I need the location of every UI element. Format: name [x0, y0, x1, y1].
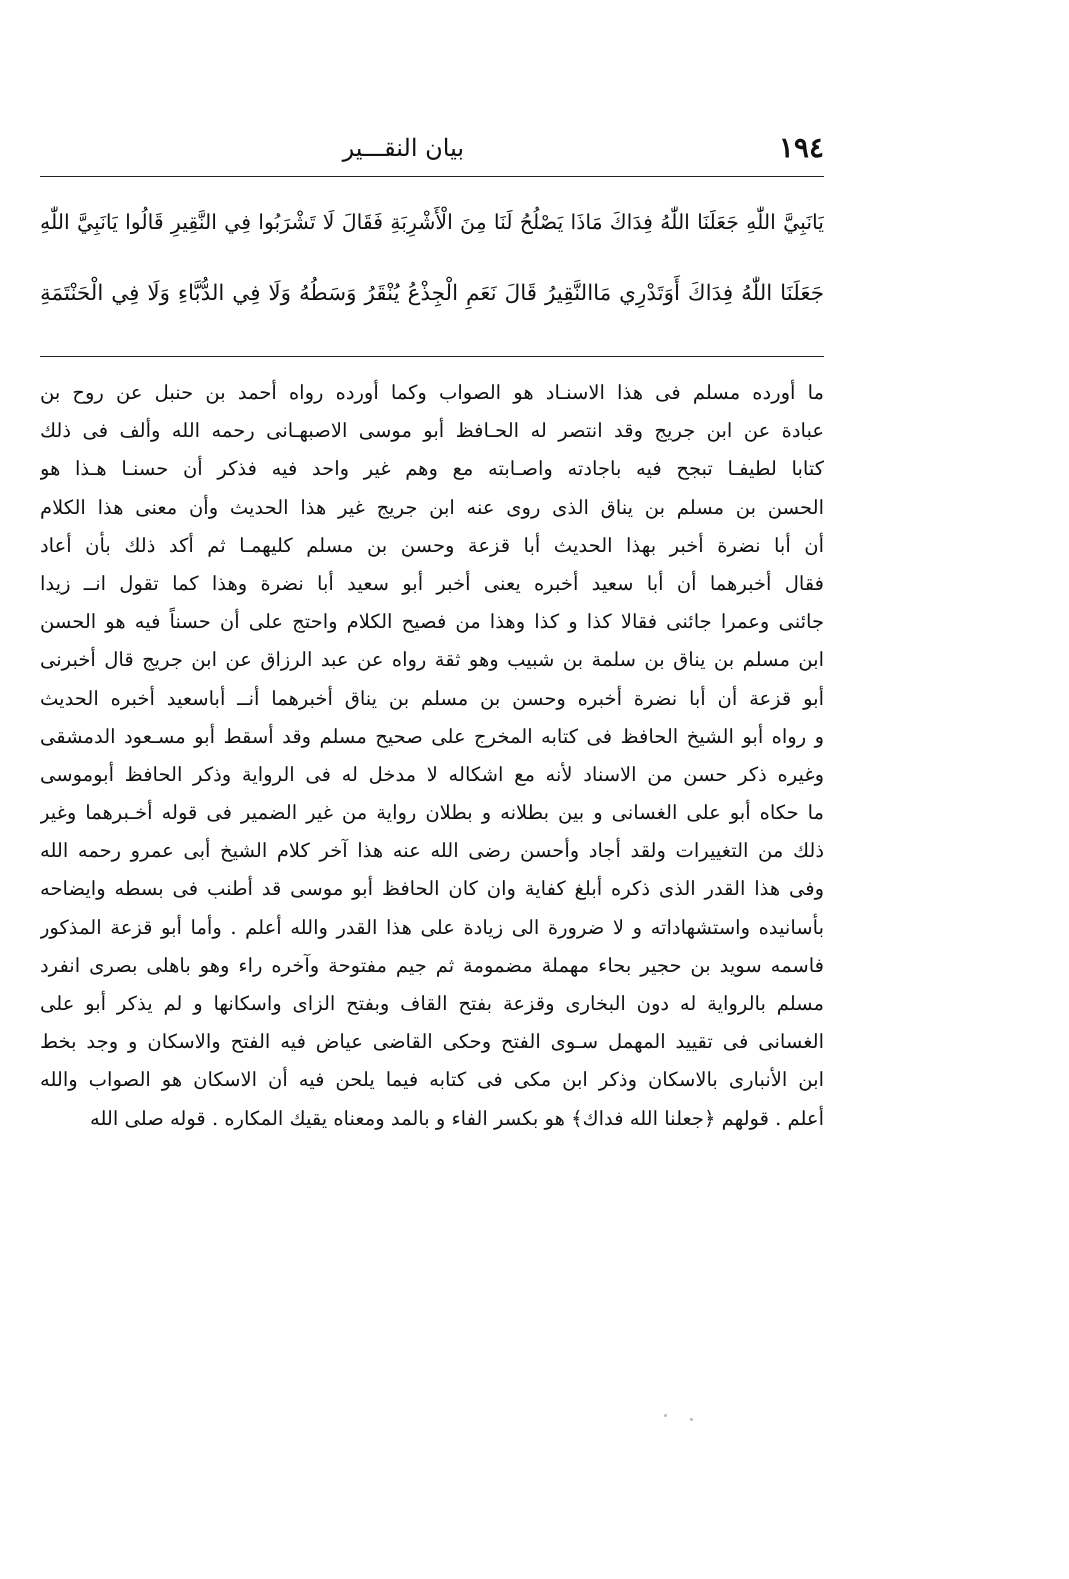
hadith-line: يَانَبِيَّ اللّٰهِ جَعَلَنَا اللّٰهُ فِدَاكَ مَاذَا يَصْلُحُ لَنَا مِنَ الْأَشْرِبَةِ فَقَالَ لَا تَشْرَبُوا فِي النَّقِيرِ قَالُوا يَانَبِيَّ اللّٰهِ — [40, 210, 824, 234]
commentary-line: بأسانيده واستشهاداته و لا ضرورة الى زيادة على هذا القدر والله أعلم . وأما أبو قزعة المذكور — [40, 915, 824, 939]
scan-speck — [664, 1414, 667, 1417]
hadith-text-block — [40, 186, 824, 330]
commentary-line: وغيره ذكر حسن من الاسناد لأنه مع اشكاله لا مدخل له فى الرواية وذكر الحافظ أبوموسى — [40, 762, 824, 786]
commentary-line: ما حكاه أبو على الغسانى و بين بطلانه و بطلان رواية من غير الضمير فى قوله أخـبرهما وغير — [40, 801, 824, 825]
scan-speck — [690, 1418, 693, 1421]
commentary-line: فقال أخبرهما أن أبا سعيد أخبره يعنى أخبر أبو سعيد أبا نضرة وهذا كما تقول انــ زيدا — [40, 571, 824, 595]
commentary-text-block — [40, 374, 824, 1138]
commentary-line: وفى هذا القدر الذى ذكره أبلغ كفاية وان كان الحافظ أبو موسى قد أطنب فى بسطه وايضاحه — [40, 877, 824, 901]
commentary-line: كتابا لطيفـا تبجح فيه باجادته واصـابته مع وهم غير واحد فيه فذكر أن حسنـا هـذا هو — [40, 457, 824, 481]
commentary-line: مسلم بالرواية له دون البخارى وقزعة بفتح القاف وبفتح الزاى واسكانها و لم يذكر أبو على — [40, 992, 824, 1015]
commentary-line: فاسمه سويد بن حجير بحاء مهملة مضمومة ثم جيم مفتوحة وآخره راء وهو باهلى بصرى انفرد — [40, 953, 824, 977]
page-header — [40, 128, 824, 172]
commentary-line: ابن مسلم بن يناق بن سلمة بن شبيب وهو ثقة رواه عن عبد الرزاق عن ابن جريج قال أخبرنى — [40, 648, 824, 672]
commentary-line: عبادة عن ابن جريج وقد انتصر له الحـافظ أبو موسى الاصبهـانى رحمه الله وألف فى ذلك — [40, 419, 824, 443]
commentary-line: ما أورده مسلم فى هذا الاسنـاد هو الصواب وكما أورده رواه أحمد بن حنبل عن روح بن — [40, 381, 824, 404]
hadith-line: جَعَلَنَا اللّٰهُ فِدَاكَ أَوَتَدْرِي مَاالنَّقِيرُ قَالَ نَعَمِ الْجِذْعُ يُنْقَرُ وَسَطُهُ وَلَا فِي الدُّبَّاءِ وَلَا فِي الْحَنْتَمَةِ — [40, 281, 824, 306]
commentary-line: أبو قزعة أن أبا نضرة أخبره وحسن بن مسلم بن يناق أخبرهما أنــ أباسعيد أخبره الحديث — [40, 686, 824, 710]
page-number: ١٩٤ — [778, 131, 824, 164]
commentary-line: جائنى وعمرا جائنى فقالا كذا و كذا وهذا من فصيح الكلام واحتج على أن حسناً فيه هو الحسن — [40, 610, 824, 634]
running-title: بيان النقـــير — [342, 134, 464, 162]
commentary-line: أعلم . قولهم ﴿جعلنا الله فداك﴾ هو بكسر الفاء و بالمد ومعناه يقيك المكاره . قوله صلى الله — [90, 1106, 824, 1130]
commentary-line: ذلك من التغييرات ولقد أجاد وأحسن رضى الله عنه هذا آخر كلام الشيخ أبى عمرو رحمه الله — [40, 839, 824, 863]
commentary-line: ابن الأنبارى بالاسكان وذكر ابن مكى فى كتابه فيما يلحن فيه أن الاسكان هو الصواب والله — [40, 1068, 824, 1092]
commentary-line: الحسن بن مسلم بن يناق الذى روى عنه ابن جريج غير هذا الحديث وأن معنى هذا الكلام — [40, 495, 824, 519]
section-divider — [40, 356, 824, 357]
commentary-line: الغسانى فى تقييد المهمل سـوى الفتح وحكى القاضى عياض فيه الفتح والاسكان و وجد بخط — [40, 1030, 824, 1054]
commentary-line: و رواه أبو الشيخ الحافظ فى كتابه المخرج على صحيح مسلم وقد أسقط أبو مسـعود الدمشقى — [40, 724, 824, 748]
header-rule — [40, 176, 824, 177]
commentary-line: أن أبا نضرة أخبر بهذا الحديث أبا قزعة وحسن بن مسلم كليهمـا ثم أكد ذلك بأن أعاد — [40, 533, 824, 557]
